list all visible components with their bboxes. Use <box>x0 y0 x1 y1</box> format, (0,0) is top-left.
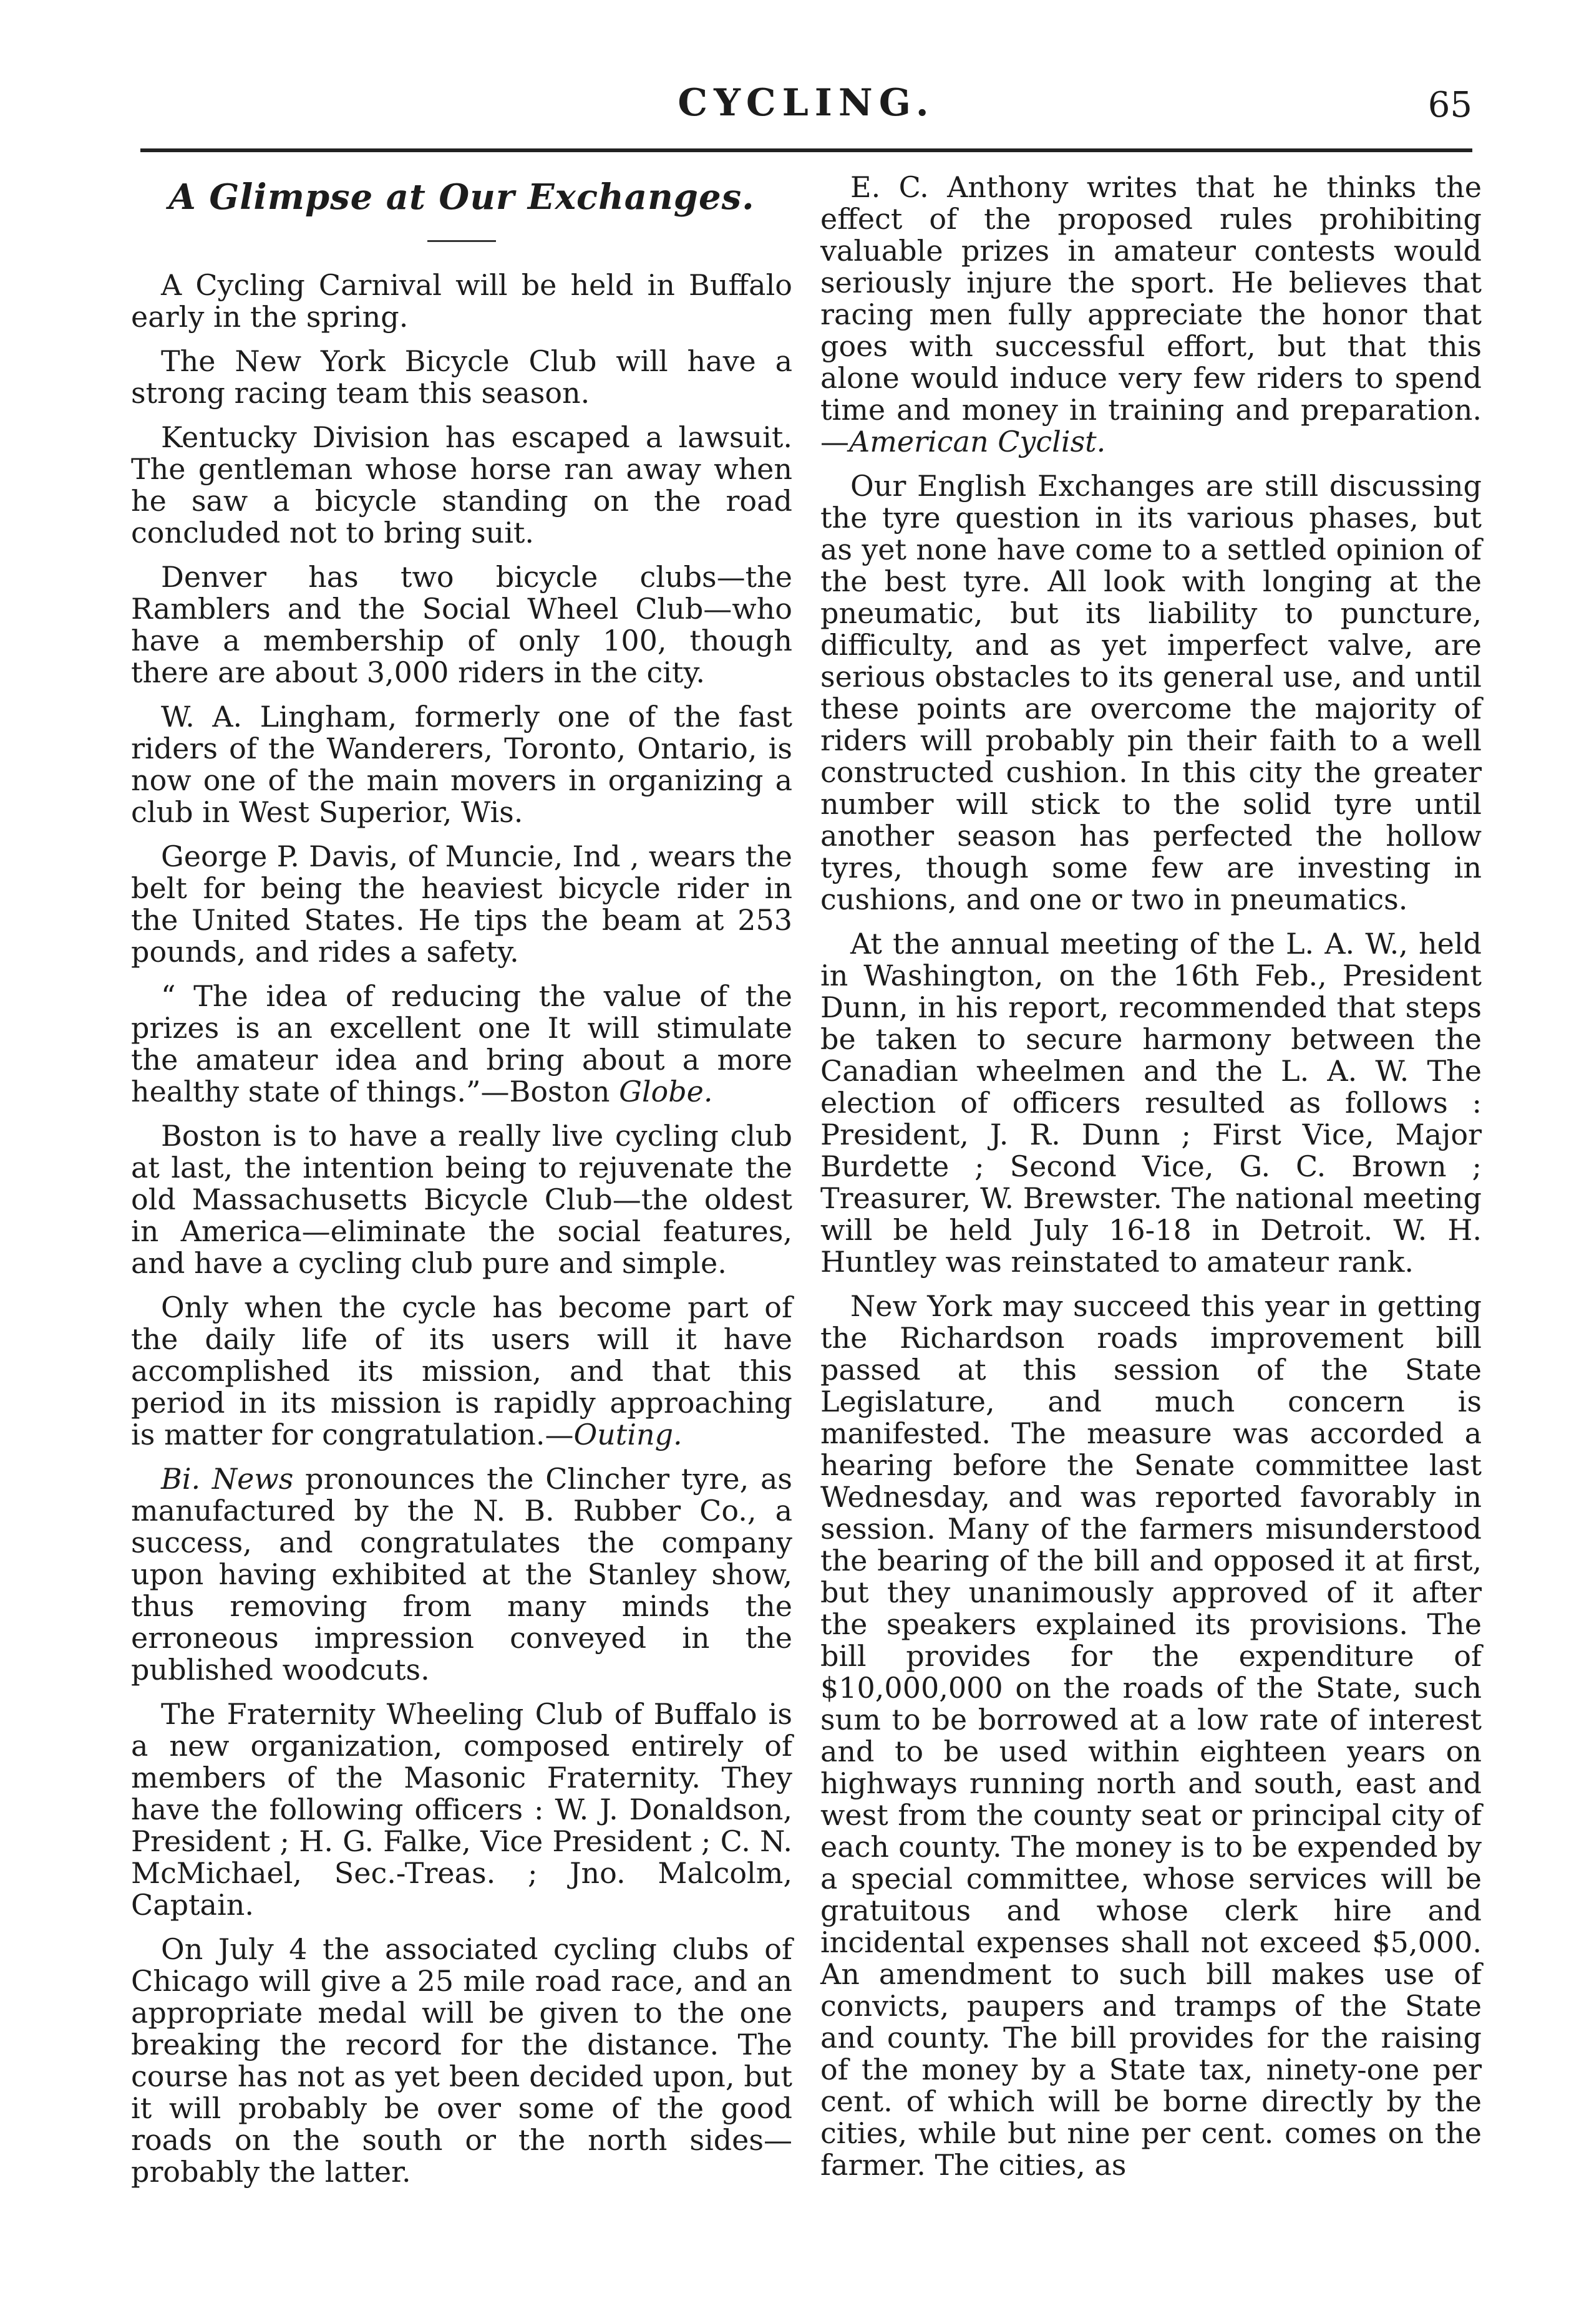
paragraph <box>820 172 1482 458</box>
paragraph: The New York Bicycle Club will have a strong racing team this season. <box>131 344 792 410</box>
quote-text: “ The idea of reducing the value of the prizes is an excellent one It will stimulate the amateur idea and bring about a more healthy state of things.”—Boston <box>131 979 792 1108</box>
page-header <box>140 81 1472 137</box>
paragraph: Our English Exchanges are still discussing the tyre question in its various phases, but as yet none have come to a settled opinion of the best tyre. All look with longing at the pneumatic, but its liability to puncture, difficulty, and as yet imperfect valve, are serious obstacles to its general use, and until these points are overcome the majority of riders will probably pin their faith to a well constructed cushion. In this city the greater number will stick to the solid tyre until another season has perfected the hollow tyres, though some few are investing in cushions, and one or two in pneumatics. <box>820 469 1482 916</box>
page-number: 65 <box>1427 85 1472 125</box>
paragraph: New York may succeed this year in getting the Richardson roads improvement bill passed at this session of the State Legislature, and much concern is manifested. The measure was accorded a hearing before the Senate committee last Wednesday, and was reported favorably in session. Many of the farmers misunderstood the bearing of the bill and opposed it at first, but they unanimously approved of it after the speakers explained its provisions. The bill provides for the expenditure of $10,000,000 on the roads of the State, such sum to be borrowed at a low rate of interest and to be used within eighteen years on highways running north and south, east and west from the county seat or principal city of each county. The money is to be expended by a special committee, whose services will be gratuitous and whose clerk hire and incidental expenses shall not exceed $5,000. An amendment to such bill makes use of convicts, paupers and tramps of the State and county. The bill provides for the raising of the money by a State tax, ninety-one per cent. of which will be borne directly by the cities, while but nine per cent. comes on the farmer. The cities, as <box>820 1289 1482 2182</box>
source-citation: Outing. <box>573 1418 683 1451</box>
paragraph <box>131 1292 792 1451</box>
paragraph: Kentucky Division has escaped a lawsuit. The gentleman whose horse ran away when he saw a bicycle standing on the road concluded not to bring suit. <box>131 420 792 550</box>
paragraph <box>131 980 792 1108</box>
header-rule <box>140 148 1472 152</box>
paragraph <box>131 1463 792 1686</box>
paragraph: Boston is to have a really live cycling club at last, the intention being to rejuvenate the old Massachusetts Bicycle Club—the oldest in America—eliminate the social features, and have a cycling club pure and simple. <box>131 1119 792 1280</box>
left-column <box>131 172 792 2201</box>
paragraph-text: Only when the cycle has become part of the daily life of its users will it have accomplished its mission, and that this period in its mission is rapidly approaching is matter for congratulation.— <box>131 1290 792 1451</box>
section-title: A Glimpse at Our Exchanges. <box>168 177 755 218</box>
right-column <box>820 172 1482 2194</box>
paragraph-text: pronounces the Clincher tyre, as manufactured by the N. B. Rubber Co., a success, and congratulates the company upon having exhibited at the Stanley show, thus removing from many minds the erroneous impression conveyed in the published woodcuts. <box>131 1462 792 1687</box>
running-title: CYCLING. <box>678 81 935 125</box>
paragraph: George P. Davis, of Muncie, Ind , wears the belt for being the heaviest bicycle rider in the United States. He tips the beam at 253 pounds, and rides a safety. <box>131 840 792 969</box>
paragraph: The Fraternity Wheeling Club of Buffalo is a new organization, composed entirely of members of the Masonic Fraternity. They have the following officers : W. J. Donaldson, President ; H. G. Falke, Vice President ; C. N. McMichael, Sec.-Treas. ; Jno. Malcolm, Captain. <box>131 1697 792 1922</box>
source-citation: American Cyclist. <box>849 425 1106 458</box>
paragraph: W. A. Lingham, formerly one of the fast riders of the Wanderers, Toronto, Ontario, is now one of the main movers in organizing a club in West Superior, Wis. <box>131 700 792 829</box>
source-citation: Bi. News <box>161 1462 294 1496</box>
source-citation: Globe. <box>619 1075 713 1108</box>
paragraph: Denver has two bicycle clubs—the Ramblers and the Social Wheel Club—who have a membership of only 100, though there are about 3,000 riders in the city. <box>131 560 792 689</box>
title-divider <box>427 240 496 242</box>
paragraph: At the annual meeting of the L. A. W., held in Washington, on the 16th Feb., President Dunn, in his report, recommended that steps be taken to secure harmony between the Canadian wheelmen and the L. A. W. The election of officers resulted as follows : President, J. R. Dunn ; First Vice, Major Burdette ; Second Vice, G. C. Brown ; Treasurer, W. Brewster. The national meeting will be held July 16-18 in Detroit. W. H. Huntley was reinstated to amateur rank. <box>820 927 1482 1279</box>
paragraph: A Cycling Carnival will be held in Buffalo early in the spring. <box>131 268 792 334</box>
paragraph-text: E. C. Anthony writes that he thinks the effect of the proposed rules prohibiting valuable prizes in amateur contests would seriously injure the sport. He believes that racing men fully appreciate the honor that goes with successful effort, but that this alone would induce very few riders to spend time and money in training and preparation.— <box>820 170 1482 458</box>
paragraph: On July 4 the associated cycling clubs of Chicago will give a 25 mile road race, and an appropriate medal will be given to the one breaking the record for the distance. The course has not as yet been decided upon, but it will probably be over some of the good roads on the south or the north sides—probably the latter. <box>131 1932 792 2189</box>
